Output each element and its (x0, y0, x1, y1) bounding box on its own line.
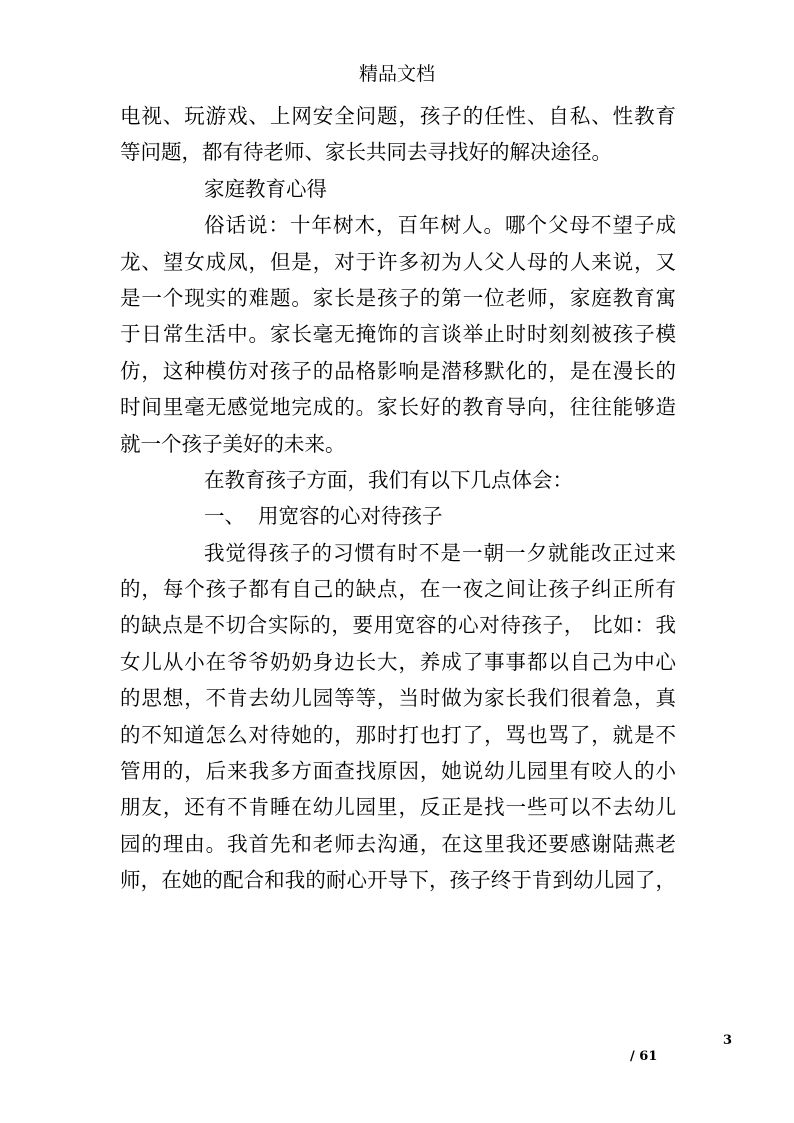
text-line: 于日常生活中。家长毫无掩饰的言谈举止时时刻刻被孩子模 (120, 322, 676, 347)
text-line: 师，在她的配合和我的耐心开导下，孩子终于肯到幼儿园了， (120, 868, 676, 893)
text-line: 在教育孩子方面，我们有以下几点体会： (204, 467, 573, 492)
text-line: 俗话说：十年树木，百年树人。哪个父母不望子成 (204, 213, 676, 238)
text-line: 是一个现实的难题。家长是孩子的第一位老师，家庭教育寓 (120, 285, 676, 310)
text-line: 的缺点是不切合实际的，要用宽容的心对待孩子， 比如：我 (120, 613, 676, 638)
text-line: 就一个孩子美好的未来。 (120, 431, 346, 456)
page-number: 3 (723, 1033, 733, 1048)
text-line: 仿，这种模仿对孩子的品格影响是潜移默化的，是在漫长的 (120, 358, 676, 383)
text-line: 龙、望女成凤，但是，对于许多初为人父人母的人来说，又 (120, 249, 676, 274)
text-line: 的思想，不肯去幼儿园等等，当时做为家长我们很着急，真 (120, 686, 676, 711)
text-line: 朋友，还有不肯睡在幼儿园里，反正是找一些可以不去幼儿 (120, 795, 676, 820)
section-heading: 家庭教育心得 (204, 176, 327, 201)
page-total: / 61 (630, 1049, 658, 1064)
text-line: 的，每个孩子都有自己的缺点，在一夜之间让孩子纠正所有 (120, 577, 676, 602)
list-heading: 一、 用宽容的心对待孩子 (204, 504, 443, 529)
text-line: 管用的，后来我多方面查找原因，她说幼儿园里有咬人的小 (120, 759, 676, 784)
page-header: 精品文档 (358, 63, 435, 85)
text-line: 电视、玩游戏、上网安全问题，孩子的任性、自私、性教育 (120, 104, 676, 128)
document-body (120, 98, 676, 899)
text-line: 时间里毫无感觉地完成的。家长好的教育导向，往往能够造 (120, 395, 676, 420)
text-line: 女儿从小在爷爷奶奶身边长大，养成了事事都以自己为中心 (120, 649, 676, 674)
text-line: 的不知道怎么对待她的，那时打也打了，骂也骂了，就是不 (120, 722, 676, 747)
text-line: 我觉得孩子的习惯有时不是一朝一夕就能改正过来 (204, 540, 676, 565)
text-line: 园的理由。我首先和老师去沟通，在这里我还要感谢陆燕老 (120, 831, 676, 856)
text-line: 等问题，都有待老师、家长共同去寻找好的解决途径。 (120, 140, 612, 165)
